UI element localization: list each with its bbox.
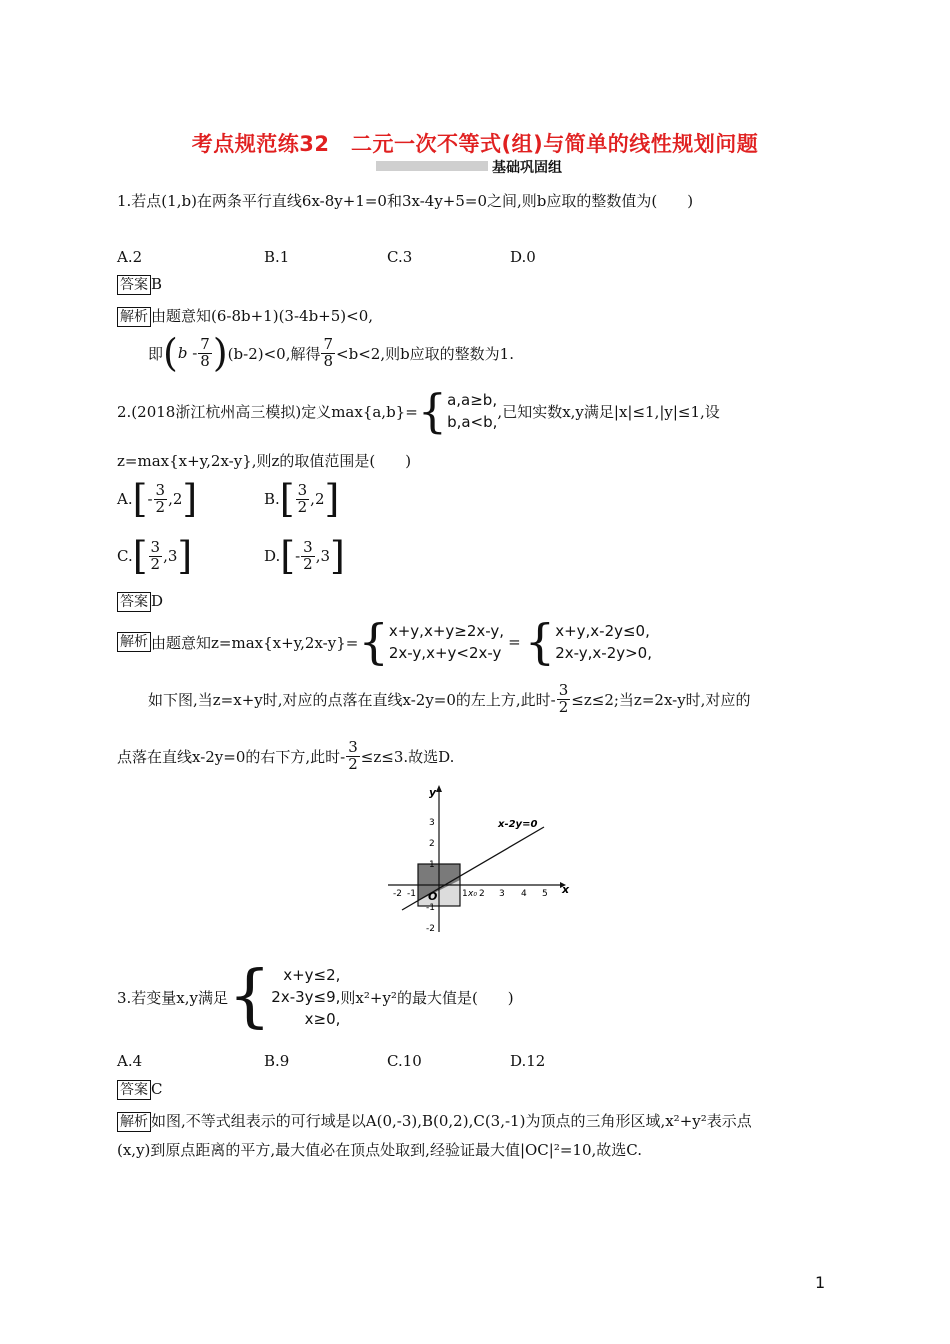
x-tick-label: x₀ xyxy=(468,889,477,899)
q3-stem-a: 3.若变量x,y满足 xyxy=(117,988,229,1007)
q2-option-d: D. [ - $\frac{3}{2}$ , 3 ] xyxy=(264,534,345,578)
q1-stem: 1.若点(1,b)在两条平行直线6x-8y+1=0和3x-4y+5=0之间,则b应取的整数值为( ) xyxy=(117,192,694,210)
paren-left: ( xyxy=(163,331,178,375)
q1-option-b: B.1 xyxy=(264,248,290,266)
q3-analysis-1: 如图,不等式组表示的可行域是以A(0,-3),B(0,2),C(3,-1)为顶点的三角形区域,x²+y²表示点 xyxy=(151,1112,752,1130)
q1-analysis-line2: 即 ( b - $\frac{7}{8}$ ) (b-2)<0,解得 $\frac{7}{8}$ <b<2,则b应取的整数为1. xyxy=(148,331,514,375)
q3-analysis-row xyxy=(117,1110,752,1132)
q2-stem-a: 2.(2018浙江杭州高三模拟)定义max{a,b}= xyxy=(117,402,418,421)
answer-label: 答案 xyxy=(117,1080,151,1100)
q3-analysis-2: (x,y)到原点距离的平方,最大值必在顶点处取到,经验证最大值|OC|²=10,故选C. xyxy=(117,1141,642,1159)
brace-icon: { xyxy=(228,957,272,1036)
x-tick-label: -1 xyxy=(407,889,416,899)
q2-analysis-a: 由题意知z=max{x+y,2x-y}= xyxy=(151,633,359,652)
q1-analysis-row xyxy=(117,305,373,327)
x-tick-label: 1 xyxy=(462,889,468,899)
analysis-label: 解析 xyxy=(117,307,151,327)
q3-answer-row xyxy=(117,1080,162,1100)
q3-stem xyxy=(117,957,514,1036)
q1-answer-row xyxy=(117,275,162,295)
q2-max-definition: a,a≥b, b,a<b, xyxy=(447,391,498,431)
q2-para1-a: 如下图,当z=x+y时,对应的点落在直线x-2y=0的左上方,此时- xyxy=(148,690,556,709)
q2-para1-b: ≤z≤2;当z=2x-y时,对应的 xyxy=(571,690,751,709)
q2-stem-c: z=max{x+y,2x-y},则z的取值范围是( ) xyxy=(117,452,412,470)
q2-system-1: x+y,x+y≥2x-y, 2x-y,x+y<2x-y xyxy=(388,622,505,662)
analysis-label: 解析 xyxy=(117,632,151,652)
q3-stem-b: 则x²+y²的最大值是( ) xyxy=(340,988,514,1007)
section-title: 基础巩固组 xyxy=(492,160,562,176)
q2-fraction: $\frac{3}{2}$ xyxy=(348,737,358,773)
q1-option-a: A.2 xyxy=(117,248,143,266)
q3-answer: C xyxy=(151,1080,163,1098)
q2-para1 xyxy=(148,676,750,722)
q2-option-a: A. [ - $\frac{3}{2}$ , 2 ] xyxy=(117,477,198,521)
y-tick-label: -2 xyxy=(426,924,435,934)
x-tick-label: 5 xyxy=(542,889,548,899)
q2-stem-b: ,已知实数x,y满足|x|≤1,|y|≤1,设 xyxy=(497,402,720,421)
q2-option-b: B. [ $\frac{3}{2}$ , 2 ] xyxy=(264,477,340,521)
equals-sign: = xyxy=(508,633,521,651)
y-tick-label: 1 xyxy=(429,860,435,870)
q1-analysis-2b: (b-2)<0,解得 xyxy=(227,344,321,363)
analysis-label: 解析 xyxy=(117,1112,151,1132)
answer-label: 答案 xyxy=(117,592,151,612)
answer-label: 答案 xyxy=(117,275,151,295)
page-number: 1 xyxy=(815,1273,826,1292)
q2-option-c: C. [ $\frac{3}{2}$ , 3 ] xyxy=(117,534,193,578)
q1-analysis-1: 由题意知(6-8b+1)(3-4b+5)<0, xyxy=(151,307,374,325)
q3-option-b: B.9 xyxy=(264,1052,290,1070)
q3-system: x+y≤2, 2x-3y≤9, x≥0, xyxy=(271,966,341,1028)
x-tick-label: 3 xyxy=(499,889,505,899)
q1-fraction-2: $\frac{7}{8}$ xyxy=(323,334,334,370)
x-tick-label: 2 xyxy=(479,889,485,899)
q2-analysis-row xyxy=(117,616,652,668)
q3-option-c: C.10 xyxy=(387,1052,422,1070)
paren-right: ) xyxy=(212,331,228,375)
section-bar xyxy=(376,161,488,171)
q2-para2-b: ≤z≤3.故选D. xyxy=(360,747,455,766)
q1-option-c: C.3 xyxy=(387,248,413,266)
line-label: x-2y=0 xyxy=(498,819,538,830)
y-axis-label: y xyxy=(429,786,437,799)
x-tick-label: -2 xyxy=(393,889,402,899)
y-tick-label: 3 xyxy=(429,818,435,828)
q3-option-d: D.12 xyxy=(510,1052,546,1070)
brace-icon: { xyxy=(358,614,389,670)
q2-stem-line1 xyxy=(117,386,720,436)
q2-fraction: $\frac{3}{2}$ xyxy=(558,680,569,716)
y-tick-label: 2 xyxy=(429,839,435,849)
q2-answer: D xyxy=(151,592,164,610)
q1-analysis-2c: <b<2,则b应取的整数为1. xyxy=(336,344,514,363)
q3-option-a: A.4 xyxy=(117,1052,143,1070)
origin-label: O xyxy=(428,890,438,903)
y-axis-arrow-icon xyxy=(436,785,442,792)
q1-analysis-2a: 即 xyxy=(148,344,164,363)
q1-fraction-1: $\frac{7}{8}$ xyxy=(200,334,210,370)
q2-para2 xyxy=(117,733,454,779)
q2-answer-row xyxy=(117,592,163,612)
x-tick-label: 4 xyxy=(521,889,527,899)
brace-icon: { xyxy=(417,384,448,438)
brace-icon: { xyxy=(524,614,556,670)
q2-figure xyxy=(380,782,570,942)
q1-answer: B xyxy=(151,275,163,293)
q1-option-d: D.0 xyxy=(510,248,536,266)
q2-para2-a: 点落在直线x-2y=0的右下方,此时- xyxy=(117,747,346,766)
page-title: 考点规范练32 二元一次不等式(组)与简单的线性规划问题 xyxy=(191,132,759,156)
q1-var-b: b xyxy=(177,344,188,362)
y-tick-label: -1 xyxy=(426,903,435,913)
q2-system-2: x+y,x-2y≤0, 2x-y,x-2y>0, xyxy=(555,622,652,662)
x-axis-label: x xyxy=(562,883,570,896)
